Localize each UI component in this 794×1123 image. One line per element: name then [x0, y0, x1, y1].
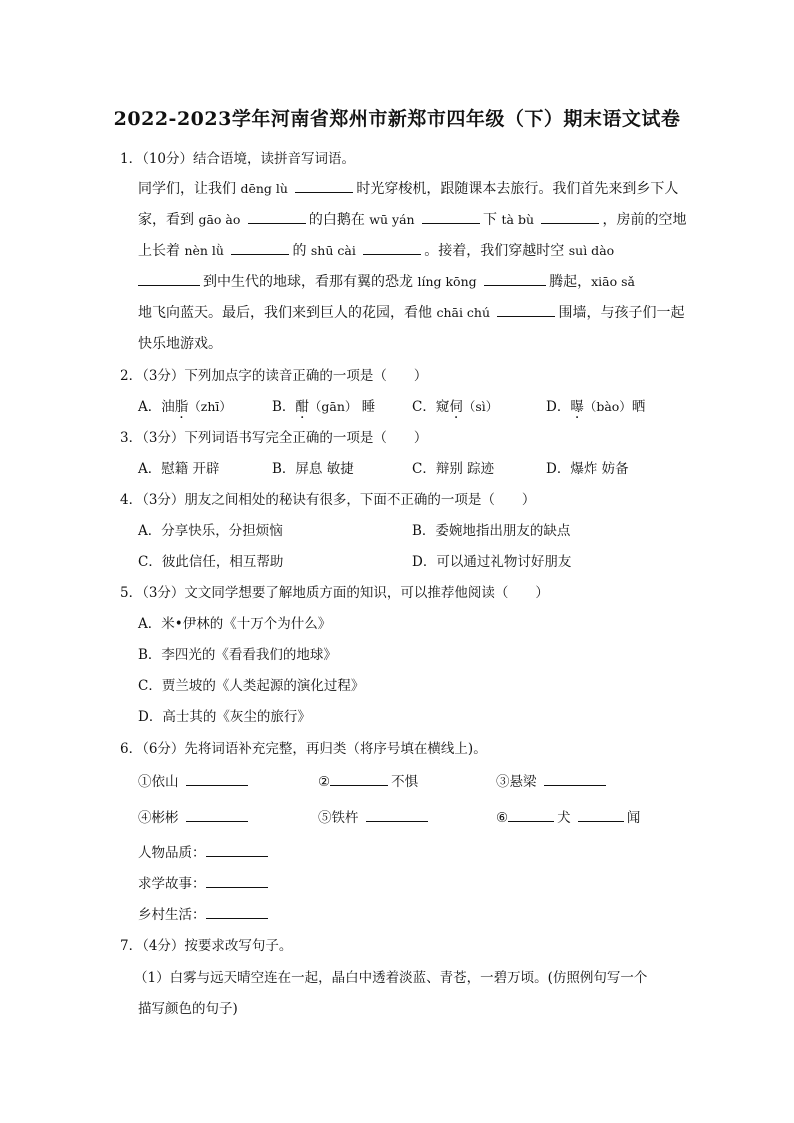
q1-line-5: 地飞向蓝天。最后，我们来到巨人的花园，看他 chāi chú 围墙，与孩子们一起	[138, 305, 685, 321]
q7-sub-1-line-2: 描写颜色的句子)	[138, 1001, 238, 1017]
q2-option-a[interactable]: A．油脂（zhī）	[138, 399, 232, 415]
q3-option-c[interactable]: C．辩别 踪迹	[412, 461, 495, 477]
answer-blank[interactable]	[497, 304, 555, 317]
q2-option-b[interactable]: B．酣（gān） 睡	[272, 399, 376, 415]
q4-option-b[interactable]: B．委婉地指出朋友的缺点	[412, 523, 571, 539]
q6-category-1: 人物品质：	[138, 841, 271, 861]
answer-blank[interactable]	[206, 906, 268, 919]
q5-option-d[interactable]: D．高士其的《灰尘的旅行》	[138, 709, 311, 725]
q5-option-a[interactable]: A．米•伊林的《十万个为什么》	[138, 616, 332, 632]
q1-line-6: 快乐地游戏。	[138, 336, 222, 352]
question-7-header: 7．（4分）按要求改写句子。	[120, 938, 293, 954]
q6-category-3: 乡村生活：	[138, 903, 271, 923]
q4-option-d[interactable]: D．可以通过礼物讨好朋友	[412, 554, 572, 570]
q7-sub-1-line-1: （1）白雾与远天晴空连在一起，晶白中透着淡蓝、青苍，一碧万顷。(仿照例句写一个	[134, 970, 648, 986]
q6-item-3: ③悬梁	[496, 770, 609, 790]
q3-option-d[interactable]: D．爆炸 妨备	[546, 461, 629, 477]
question-4-header: 4．（3分）朋友之间相处的秘诀有很多，下面不正确的一项是（ ）	[120, 492, 536, 508]
page-title: 2022-2023学年河南省郑州市新郑市四年级（下）期末语文试卷	[113, 108, 681, 130]
q4-option-a[interactable]: A．分享快乐，分担烦恼	[138, 523, 283, 539]
answer-blank[interactable]	[508, 809, 554, 822]
answer-blank[interactable]	[544, 773, 606, 786]
answer-blank[interactable]	[206, 875, 268, 888]
answer-blank[interactable]	[231, 242, 289, 255]
answer-blank[interactable]	[578, 809, 624, 822]
answer-blank[interactable]	[248, 211, 306, 224]
q5-option-c[interactable]: C．贾兰坡的《人类起源的演化过程》	[138, 678, 365, 694]
answer-blank[interactable]	[138, 273, 200, 286]
answer-blank[interactable]	[541, 211, 599, 224]
q5-option-b[interactable]: B．李四光的《看看我们的地球》	[138, 647, 337, 663]
q2-option-c[interactable]: C．窥伺（sì）	[412, 399, 499, 415]
question-1-header: 1．（10分）结合语境，读拼音写词语。	[120, 151, 356, 167]
q6-item-2: ② 不惧	[318, 774, 419, 790]
q1-line-3: 上长着 nèn lǜ 的 shū cài 。接着，我们穿越时空 suì dào	[138, 243, 615, 259]
question-3-header: 3．（3分）下列词语书写完全正确的一项是（ ）	[120, 430, 428, 446]
q2-option-d[interactable]: D．曝（bào）晒	[546, 399, 646, 415]
answer-blank[interactable]	[422, 211, 480, 224]
answer-blank[interactable]	[186, 773, 248, 786]
answer-blank[interactable]	[295, 180, 353, 193]
answer-blank[interactable]	[186, 809, 248, 822]
q6-category-2: 求学故事：	[138, 872, 271, 892]
q6-item-5: ⑤铁杵	[318, 806, 431, 826]
answer-blank[interactable]	[206, 844, 268, 857]
q3-option-a[interactable]: A．慰籍 开辟	[138, 461, 220, 477]
q6-item-1: ①依山	[138, 770, 251, 790]
q1-line-2: 家，看到 gāo ào 的白鹅在 wū yán 下 tà bù ，房前的空地	[138, 212, 687, 228]
answer-blank[interactable]	[363, 242, 421, 255]
answer-blank[interactable]	[330, 773, 388, 786]
q1-line-4: 到中生代的地球，看那有翼的恐龙 líng kōng 腾起，xiāo sǎ	[138, 271, 635, 291]
question-2-header: 2．（3分）下列加点字的读音正确的一项是（ ）	[120, 368, 428, 384]
q3-option-b[interactable]: B．屏息 敏捷	[272, 461, 354, 477]
question-6-header: 6．（6分）先将词语补充完整，再归类（将序号填在横线上)。	[120, 741, 487, 757]
answer-blank[interactable]	[366, 809, 428, 822]
answer-blank[interactable]	[484, 273, 546, 286]
q6-item-6: ⑥ 犬 闻	[496, 810, 641, 826]
q4-option-c[interactable]: C．彼此信任，相互帮助	[138, 554, 284, 570]
question-5-header: 5．（3分）文文同学想要了解地质方面的知识，可以推荐他阅读（ ）	[120, 585, 549, 601]
q6-item-4: ④彬彬	[138, 806, 251, 826]
q1-line-1: 同学们，让我们 dēng lù 时光穿梭机，跟随课本去旅行。我们首先来到乡下人	[138, 181, 679, 197]
